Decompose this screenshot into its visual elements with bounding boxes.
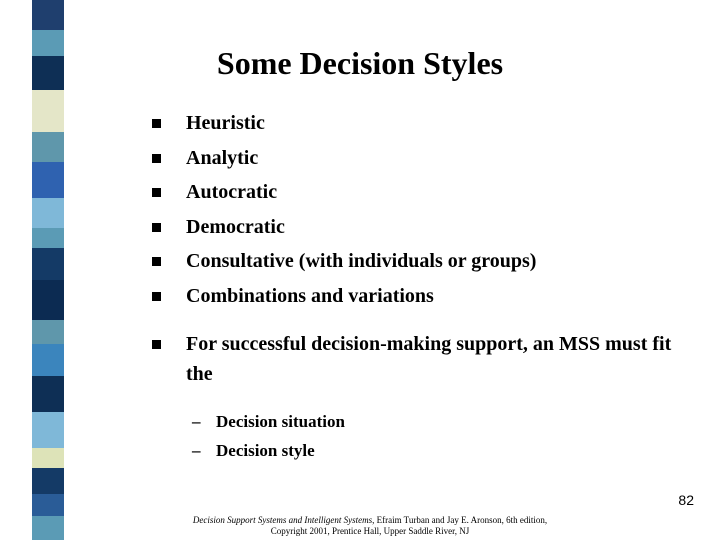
strip-block bbox=[32, 248, 64, 280]
bullet-text: Autocratic bbox=[186, 181, 278, 203]
sub-bullet-item bbox=[192, 410, 345, 439]
strip-block bbox=[32, 344, 64, 376]
slide-title: Some Decision Styles bbox=[216, 45, 504, 81]
bullet-item bbox=[152, 108, 692, 143]
strip-block bbox=[32, 280, 64, 320]
footer-line-1 bbox=[170, 515, 570, 526]
bullet-list bbox=[152, 108, 692, 389]
footer-copyright: Copyright 2001, Prentice Hall, Upper Saddle River, NJ bbox=[270, 526, 470, 536]
strip-block bbox=[32, 412, 64, 448]
strip-block bbox=[32, 494, 64, 516]
bullet-text: Analytic bbox=[186, 146, 259, 169]
strip-block bbox=[32, 228, 64, 248]
bullet-text: For successful decision-making support, an MSS must fit the bbox=[186, 333, 672, 385]
bullet-item bbox=[152, 246, 692, 281]
sub-bullet-item bbox=[192, 439, 345, 468]
square-bullet-icon bbox=[152, 119, 161, 128]
strip-block bbox=[32, 320, 64, 344]
bullet-item-support bbox=[152, 329, 686, 389]
strip-block bbox=[32, 0, 64, 30]
strip-block bbox=[32, 468, 64, 494]
square-bullet-icon bbox=[152, 340, 161, 349]
bullet-text: Democratic bbox=[186, 215, 285, 238]
strip-block bbox=[32, 90, 64, 132]
bullet-item bbox=[152, 177, 692, 212]
square-bullet-icon bbox=[152, 257, 161, 266]
footer-authors: , Efraim Turban and Jay E. Aronson, 6th edition, bbox=[372, 515, 548, 525]
strip-block bbox=[32, 162, 64, 198]
bullet-item bbox=[152, 143, 692, 178]
bullet-item bbox=[152, 212, 692, 247]
square-bullet-icon bbox=[152, 292, 161, 301]
sub-bullet-text: Decision style bbox=[216, 441, 315, 460]
bullet-item bbox=[152, 281, 692, 316]
sub-bullet-list bbox=[192, 410, 345, 468]
strip-block bbox=[32, 376, 64, 412]
dash-marker: – bbox=[192, 441, 201, 460]
book-title: Decision Support Systems and Intelligent Systems bbox=[192, 515, 373, 525]
strip-block bbox=[32, 132, 64, 162]
footer-citation bbox=[170, 515, 570, 537]
square-bullet-icon bbox=[152, 188, 161, 197]
square-bullet-icon bbox=[152, 223, 161, 232]
bullet-text: Combinations and variations bbox=[186, 284, 434, 307]
page-number: 82 bbox=[678, 492, 694, 508]
bullet-text: Heuristic bbox=[186, 112, 265, 134]
dash-marker: – bbox=[192, 412, 201, 431]
strip-block bbox=[32, 448, 64, 468]
bullet-text: Consultative (with individuals or groups) bbox=[186, 250, 537, 272]
square-bullet-icon bbox=[152, 154, 161, 163]
strip-block bbox=[32, 516, 64, 540]
sub-bullet-text: Decision situation bbox=[216, 412, 345, 431]
strip-block bbox=[32, 198, 64, 228]
